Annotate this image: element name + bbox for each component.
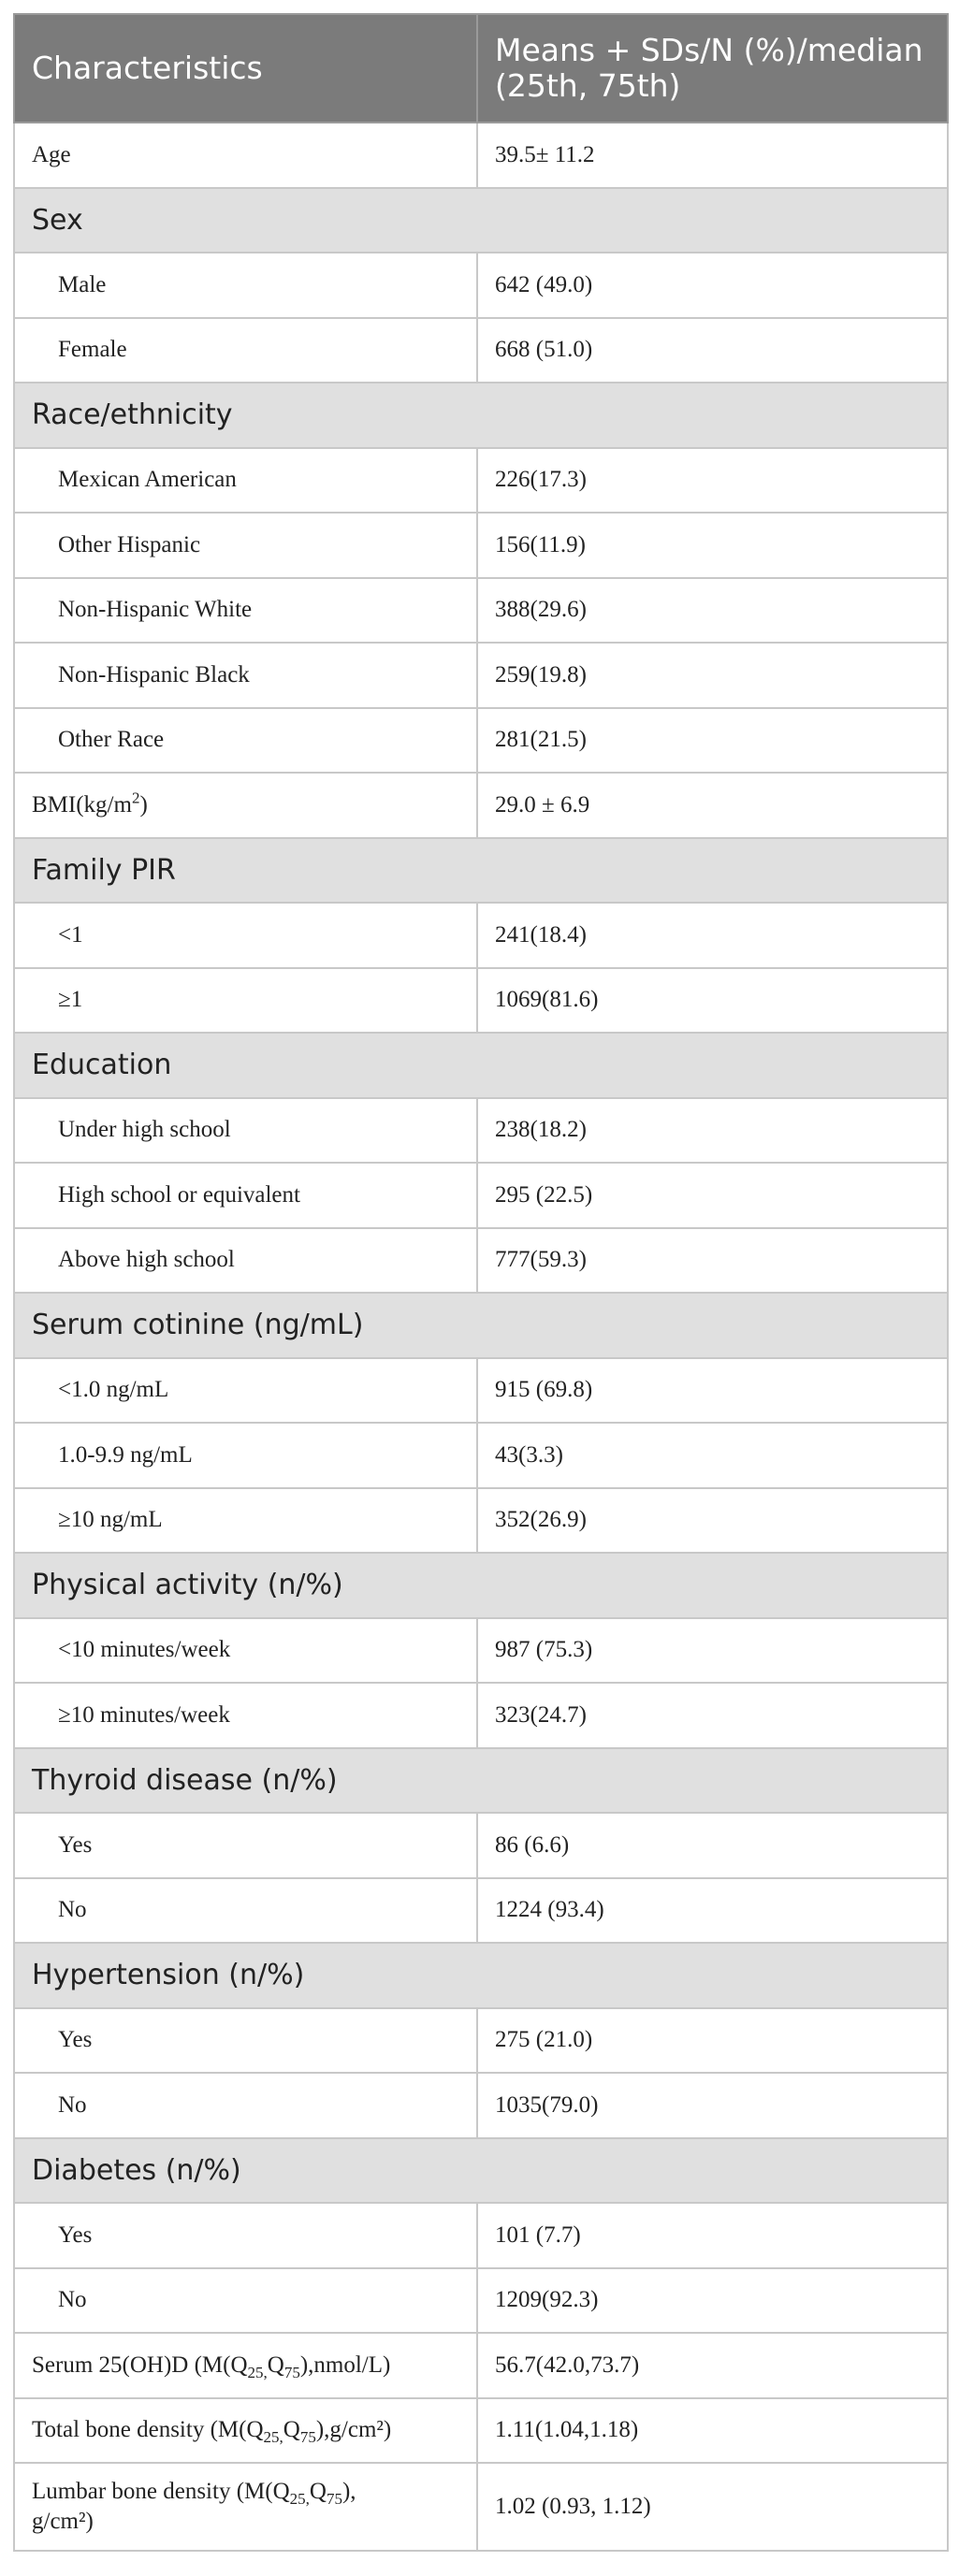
row-label: ≥10 minutes/week: [14, 1683, 477, 1748]
table-row: [14, 1098, 948, 1164]
table-row: [14, 448, 948, 514]
table-row: [14, 123, 948, 188]
table-row: [14, 318, 948, 384]
label-subscript: 75: [326, 2490, 342, 2508]
table-row: [14, 1813, 948, 1878]
table-row: [14, 643, 948, 708]
section-label: Serum cotinine (ng/mL): [14, 1293, 948, 1358]
label-text: BMI(kg/m: [32, 791, 132, 818]
row-label: Female: [14, 318, 477, 384]
label-superscript: 2: [131, 789, 140, 807]
table-row: [14, 2333, 948, 2398]
row-value: 101 (7.7): [477, 2203, 948, 2268]
row-label: [14, 2333, 477, 2398]
row-label: Under high school: [14, 1098, 477, 1164]
table-row: [14, 2073, 948, 2138]
table-row: [14, 2398, 948, 2464]
row-value: 642 (49.0): [477, 253, 948, 318]
header-values: [477, 14, 948, 123]
table-row: [14, 708, 948, 774]
row-value: 156(11.9): [477, 513, 948, 578]
row-label: Male: [14, 253, 477, 318]
row-label: Non-Hispanic Black: [14, 643, 477, 708]
section-label: Hypertension (n/%): [14, 1943, 948, 2008]
label-subscript: 25,: [263, 2428, 283, 2447]
table-row: [14, 1878, 948, 1944]
row-label: No: [14, 2073, 477, 2138]
row-value: 86 (6.6): [477, 1813, 948, 1878]
row-value: 1209(92.3): [477, 2268, 948, 2334]
table-row: [14, 1228, 948, 1294]
section-row: [14, 1553, 948, 1618]
section-label: Thyroid disease (n/%): [14, 1748, 948, 1814]
row-label: Age: [14, 123, 477, 188]
label-text: Total bone density (M(Q: [32, 2417, 264, 2443]
label-text-end: ),: [341, 2479, 356, 2504]
row-label: Yes: [14, 2203, 477, 2268]
row-label: Yes: [14, 1813, 477, 1878]
section-row: [14, 1748, 948, 1814]
row-label: [14, 2398, 477, 2464]
row-value: 241(18.4): [477, 903, 948, 968]
label-text-mid: Q: [309, 2479, 327, 2504]
table-row: [14, 903, 948, 968]
table-row: [14, 253, 948, 318]
row-value: 388(29.6): [477, 578, 948, 644]
header-values-line1: Means + SDs/N (%)/median: [495, 32, 923, 68]
row-value: 915 (69.8): [477, 1358, 948, 1424]
row-value: 295 (22.5): [477, 1163, 948, 1228]
table-row: [14, 2268, 948, 2334]
characteristics-table: [13, 13, 949, 2552]
header-values-line2: (25th, 75th): [495, 67, 681, 104]
table-row: [14, 773, 948, 838]
row-value: 1224 (93.4): [477, 1878, 948, 1944]
section-label: Sex: [14, 188, 948, 253]
row-value: 1035(79.0): [477, 2073, 948, 2138]
row-value: 323(24.7): [477, 1683, 948, 1748]
row-value: 1.02 (0.93, 1.12): [477, 2463, 948, 2551]
row-value: 777(59.3): [477, 1228, 948, 1294]
row-label: Other Hispanic: [14, 513, 477, 578]
row-value: 39.5± 11.2: [477, 123, 948, 188]
section-row: [14, 1293, 948, 1358]
label-text-mid: Q: [283, 2417, 300, 2443]
row-label: No: [14, 1878, 477, 1944]
section-label: Diabetes (n/%): [14, 2138, 948, 2204]
section-row: [14, 1943, 948, 2008]
row-label: [14, 2463, 477, 2551]
label-text-end: ): [139, 791, 148, 818]
table-row: [14, 1488, 948, 1554]
section-label: Race/ethnicity: [14, 383, 948, 448]
section-label: Family PIR: [14, 838, 948, 904]
row-value: 259(19.8): [477, 643, 948, 708]
row-label: High school or equivalent: [14, 1163, 477, 1228]
header-characteristics: Characteristics: [14, 14, 477, 123]
row-value: 56.7(42.0,73.7): [477, 2333, 948, 2398]
row-value: 29.0 ± 6.9: [477, 773, 948, 838]
row-label: 1.0-9.9 ng/mL: [14, 1423, 477, 1488]
row-label: Non-Hispanic White: [14, 578, 477, 644]
row-label: <1: [14, 903, 477, 968]
section-row: [14, 2138, 948, 2204]
label-subscript: 25,: [247, 2363, 268, 2381]
row-label: [14, 773, 477, 838]
table-row: [14, 578, 948, 644]
row-value: 43(3.3): [477, 1423, 948, 1488]
row-value: 226(17.3): [477, 448, 948, 514]
row-label: Yes: [14, 2008, 477, 2074]
row-label: <10 minutes/week: [14, 1618, 477, 1684]
section-row: [14, 383, 948, 448]
row-value: 281(21.5): [477, 708, 948, 774]
table-row: [14, 2008, 948, 2074]
section-row: [14, 188, 948, 253]
label-subscript: 75: [283, 2363, 300, 2381]
section-row: [14, 838, 948, 904]
row-value: 352(26.9): [477, 1488, 948, 1554]
label-subscript: 25,: [289, 2490, 310, 2508]
table-row: [14, 1618, 948, 1684]
section-label: Physical activity (n/%): [14, 1553, 948, 1618]
row-value: 275 (21.0): [477, 2008, 948, 2074]
table-row: [14, 968, 948, 1034]
table-row: [14, 1683, 948, 1748]
table-row: [14, 2463, 948, 2551]
row-value: 238(18.2): [477, 1098, 948, 1164]
row-label: Above high school: [14, 1228, 477, 1294]
label-text-end: ),nmol/L): [299, 2352, 391, 2378]
row-label: No: [14, 2268, 477, 2334]
table-row: [14, 1358, 948, 1424]
table-row: [14, 2203, 948, 2268]
table-header-row: [14, 14, 948, 123]
row-label: Other Race: [14, 708, 477, 774]
label-text-end: ),g/cm²): [315, 2417, 392, 2443]
label-text-mid: Q: [267, 2352, 284, 2378]
label-subscript: 75: [299, 2428, 316, 2447]
row-label: Mexican American: [14, 448, 477, 514]
row-value: 668 (51.0): [477, 318, 948, 384]
label-text: Lumbar bone density (M(Q: [32, 2479, 290, 2504]
row-label: ≥10 ng/mL: [14, 1488, 477, 1554]
label-text-line2: g/cm²): [32, 2509, 94, 2534]
row-value: 987 (75.3): [477, 1618, 948, 1684]
section-row: [14, 1033, 948, 1098]
section-label: Education: [14, 1033, 948, 1098]
table-row: [14, 513, 948, 578]
row-label: ≥1: [14, 968, 477, 1034]
row-label: <1.0 ng/mL: [14, 1358, 477, 1424]
row-value: 1.11(1.04,1.18): [477, 2398, 948, 2464]
row-value: 1069(81.6): [477, 968, 948, 1034]
table-row: [14, 1163, 948, 1228]
table-row: [14, 1423, 948, 1488]
label-text: Serum 25(OH)D (M(Q: [32, 2352, 248, 2378]
